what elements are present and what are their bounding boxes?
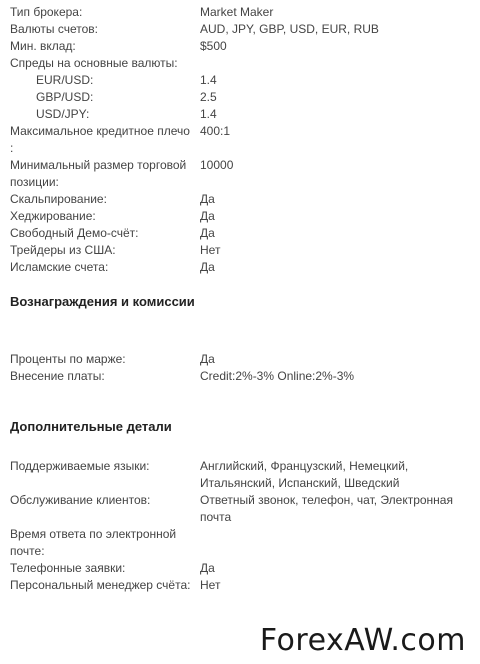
info-row: [0, 458, 480, 475]
info-row: [0, 191, 480, 208]
info-row: [0, 351, 480, 368]
info-row: [0, 242, 480, 259]
row-value: Ответный звонок, телефон, чат, Электронная: [200, 493, 453, 507]
row-label: USD/JPY:: [36, 107, 90, 121]
row-label: Скальпирование:: [10, 192, 107, 206]
row-value: 10000: [200, 158, 234, 172]
info-row: [0, 560, 480, 577]
info-row: [0, 72, 480, 89]
info-row: [0, 157, 480, 174]
row-label: Трейдеры из США:: [10, 243, 116, 257]
row-value: Нет: [200, 243, 221, 257]
row-label: Спреды на основные валюты:: [10, 56, 178, 70]
row-value: Да: [200, 226, 215, 240]
row-value: Итальянский, Испанский, Шведский: [200, 476, 400, 490]
row-value: [192, 174, 470, 191]
row-label: Телефонные заявки:: [10, 561, 126, 575]
row-value: Да: [200, 209, 215, 223]
row-label: Внесение платы:: [10, 369, 105, 383]
row-label: GBP/USD:: [36, 90, 94, 104]
row-label: позиции:: [10, 175, 59, 189]
info-row: [0, 38, 480, 55]
row-value: Нет: [200, 578, 221, 592]
fees-list: [0, 351, 480, 385]
info-row: [0, 259, 480, 276]
row-label: почте:: [10, 544, 45, 558]
row-label: Исламские счета:: [10, 260, 109, 274]
row-value: 2.5: [200, 90, 217, 104]
row-value: $500: [200, 39, 227, 53]
row-label: Валюты счетов:: [10, 22, 99, 36]
details-list: [0, 458, 480, 594]
info-row: [0, 174, 480, 191]
row-label: Свободный Демо-счёт:: [10, 226, 139, 240]
row-value: 400:1: [200, 124, 231, 138]
row-value: AUD, JPY, GBP, USD, EUR, RUB: [200, 22, 379, 36]
row-label: [0, 475, 192, 492]
row-label: Персональный менеджер счёта:: [10, 578, 191, 592]
section-title-fees: Вознаграждения и комиссии: [10, 294, 195, 309]
info-row: [0, 208, 480, 225]
row-label: Мин. вклад:: [10, 39, 76, 53]
row-value: Да: [200, 561, 215, 575]
info-row: [0, 4, 480, 21]
row-label: Хеджирование:: [10, 209, 96, 223]
row-label: Минимальный размер торговой: [10, 158, 187, 172]
info-row: [0, 526, 480, 543]
row-value: [192, 526, 470, 543]
row-label: Тип брокера:: [10, 5, 83, 19]
row-label: Поддерживаемые языки:: [10, 459, 150, 473]
row-label: Максимальное кредитное плечо :: [10, 124, 190, 155]
info-row: [0, 89, 480, 106]
info-row: [0, 475, 480, 492]
row-value: Да: [200, 352, 215, 366]
row-value: Credit:2%-3% Online:2%-3%: [200, 369, 355, 383]
broker-info-list: [0, 4, 480, 276]
info-row: [0, 21, 480, 38]
info-row: [0, 106, 480, 123]
row-label: Проценты по марже:: [10, 352, 126, 366]
row-label: Время ответа по электронной: [10, 527, 177, 541]
info-row: [0, 577, 480, 594]
info-row: [0, 368, 480, 385]
row-label: [0, 509, 192, 526]
info-row: [0, 492, 480, 509]
row-label: Обслуживание клиентов:: [10, 493, 151, 507]
row-value: Да: [200, 192, 215, 206]
row-value: почта: [200, 510, 232, 524]
row-value: 1.4: [200, 107, 217, 121]
row-value: 1.4: [200, 73, 217, 87]
info-row: [0, 543, 480, 560]
info-row: [0, 123, 480, 157]
info-row: [0, 509, 480, 526]
site-watermark: ForexAW.com: [259, 623, 466, 658]
row-label: EUR/USD:: [36, 73, 94, 87]
info-row: [0, 225, 480, 242]
row-value: Market Maker: [200, 5, 274, 19]
row-value: Английский, Французский, Немецкий,: [200, 459, 409, 473]
row-value: [192, 543, 470, 560]
row-value: Да: [200, 260, 215, 274]
info-row: [0, 55, 480, 72]
section-title-details: Дополнительные детали: [10, 419, 172, 434]
